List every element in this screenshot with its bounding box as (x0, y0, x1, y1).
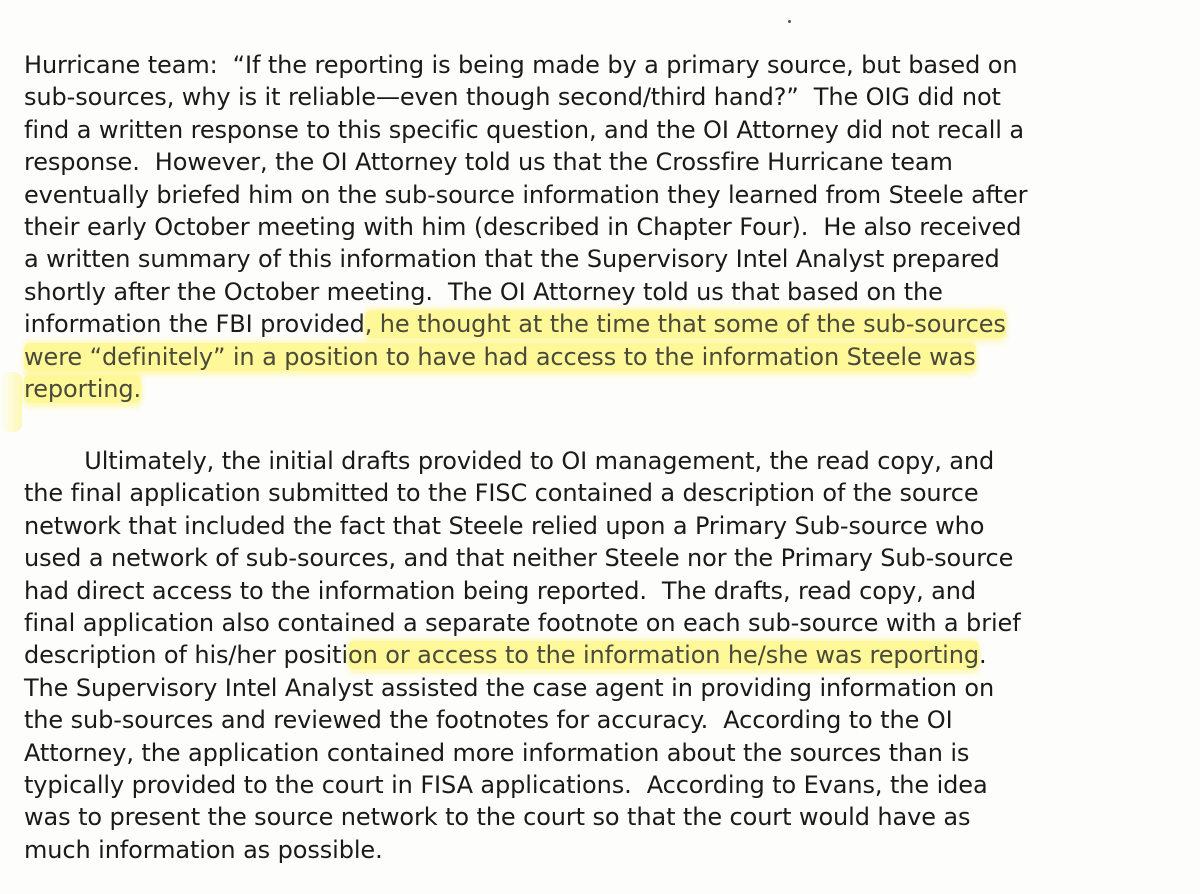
scan-speck (788, 20, 791, 23)
text-line (24, 276, 1184, 308)
text-line (24, 737, 1184, 769)
line-text: shortly after the October meeting. The OI Attorney told us that based on the (24, 277, 943, 306)
line-text: . (979, 641, 987, 670)
line-text: had direct access to the information being reported. The drafts, read copy, and (24, 576, 977, 605)
line-text: response. However, the OI Attorney told us that the Crossfire Hurricane team (24, 148, 953, 177)
text-line (24, 49, 1184, 81)
text-line (24, 81, 1184, 113)
line-text: find a written response to this specific question, and the OI Attorney did not recall a (24, 115, 1024, 144)
text-line (24, 243, 1184, 275)
line-text: was to present the source network to the court so that the court would have as (24, 803, 971, 832)
line-text: network that included the fact that Steele relied upon a Primary Sub-source who (24, 511, 985, 540)
text-line (24, 373, 1184, 405)
line-text: final application also contained a separate footnote on each sub-source with a brief (24, 608, 1021, 637)
highlighted-text: , he thought at the time that some of the sub-sources (364, 310, 1006, 339)
paragraph-2 (24, 445, 1184, 866)
text-line (24, 146, 1184, 178)
line-text: Attorney, the application contained more information about the sources than is (24, 738, 970, 767)
line-text: information the FBI provided (24, 310, 365, 339)
line-text: The Supervisory Intel Analyst assisted the case agent in providing information on (24, 673, 995, 702)
line-text: typically provided to the court in FISA applications. According to Evans, the idea (24, 770, 988, 799)
text-line (24, 179, 1184, 211)
line-text: Hurricane team: “If the reporting is being made by a primary source, but based on (24, 51, 1018, 79)
text-line (24, 801, 1184, 833)
line-text: description of his/her positi (24, 641, 349, 670)
text-line (24, 477, 1184, 509)
line-text: a written summary of this information that the Supervisory Intel Analyst prepared (24, 245, 1000, 274)
text-line (24, 769, 1184, 801)
highlighted-text: were “definitely” in a position to have had access to the information Steele was (24, 342, 976, 371)
paragraph-1 (24, 49, 1184, 405)
line-text: eventually briefed him on the sub-source information they learned from Steele after (24, 180, 1028, 209)
line-text: sub-sources, why is it reliable—even though second/third hand?” The OIG did not (24, 83, 1001, 112)
text-line (24, 510, 1184, 542)
line-text: the final application submitted to the FISC contained a description of the source (24, 479, 979, 508)
line-text: Ultimately, the initial drafts provided to OI management, the read copy, and (24, 447, 995, 475)
text-line (24, 341, 1184, 373)
text-line (24, 607, 1184, 639)
text-line (24, 704, 1184, 736)
text-line (24, 834, 1184, 866)
text-line (24, 445, 1184, 477)
line-text: the sub-sources and reviewed the footnotes for accuracy. According to the OI (24, 706, 953, 735)
line-text: much information as possible. (24, 835, 383, 864)
highlight-bleed-mark (0, 372, 22, 432)
line-text: their early October meeting with him (described in Chapter Four). He also received (24, 212, 1022, 241)
text-line (24, 114, 1184, 146)
text-line (24, 308, 1184, 340)
text-line (24, 542, 1184, 574)
text-line (24, 575, 1184, 607)
line-text: used a network of sub-sources, and that neither Steele nor the Primary Sub-source (24, 544, 1014, 573)
highlighted-text: on or access to the information he/she was reporting (348, 641, 979, 670)
text-line (24, 639, 1184, 671)
highlighted-text: reporting. (24, 374, 142, 403)
text-line (24, 672, 1184, 704)
text-line (24, 211, 1184, 243)
